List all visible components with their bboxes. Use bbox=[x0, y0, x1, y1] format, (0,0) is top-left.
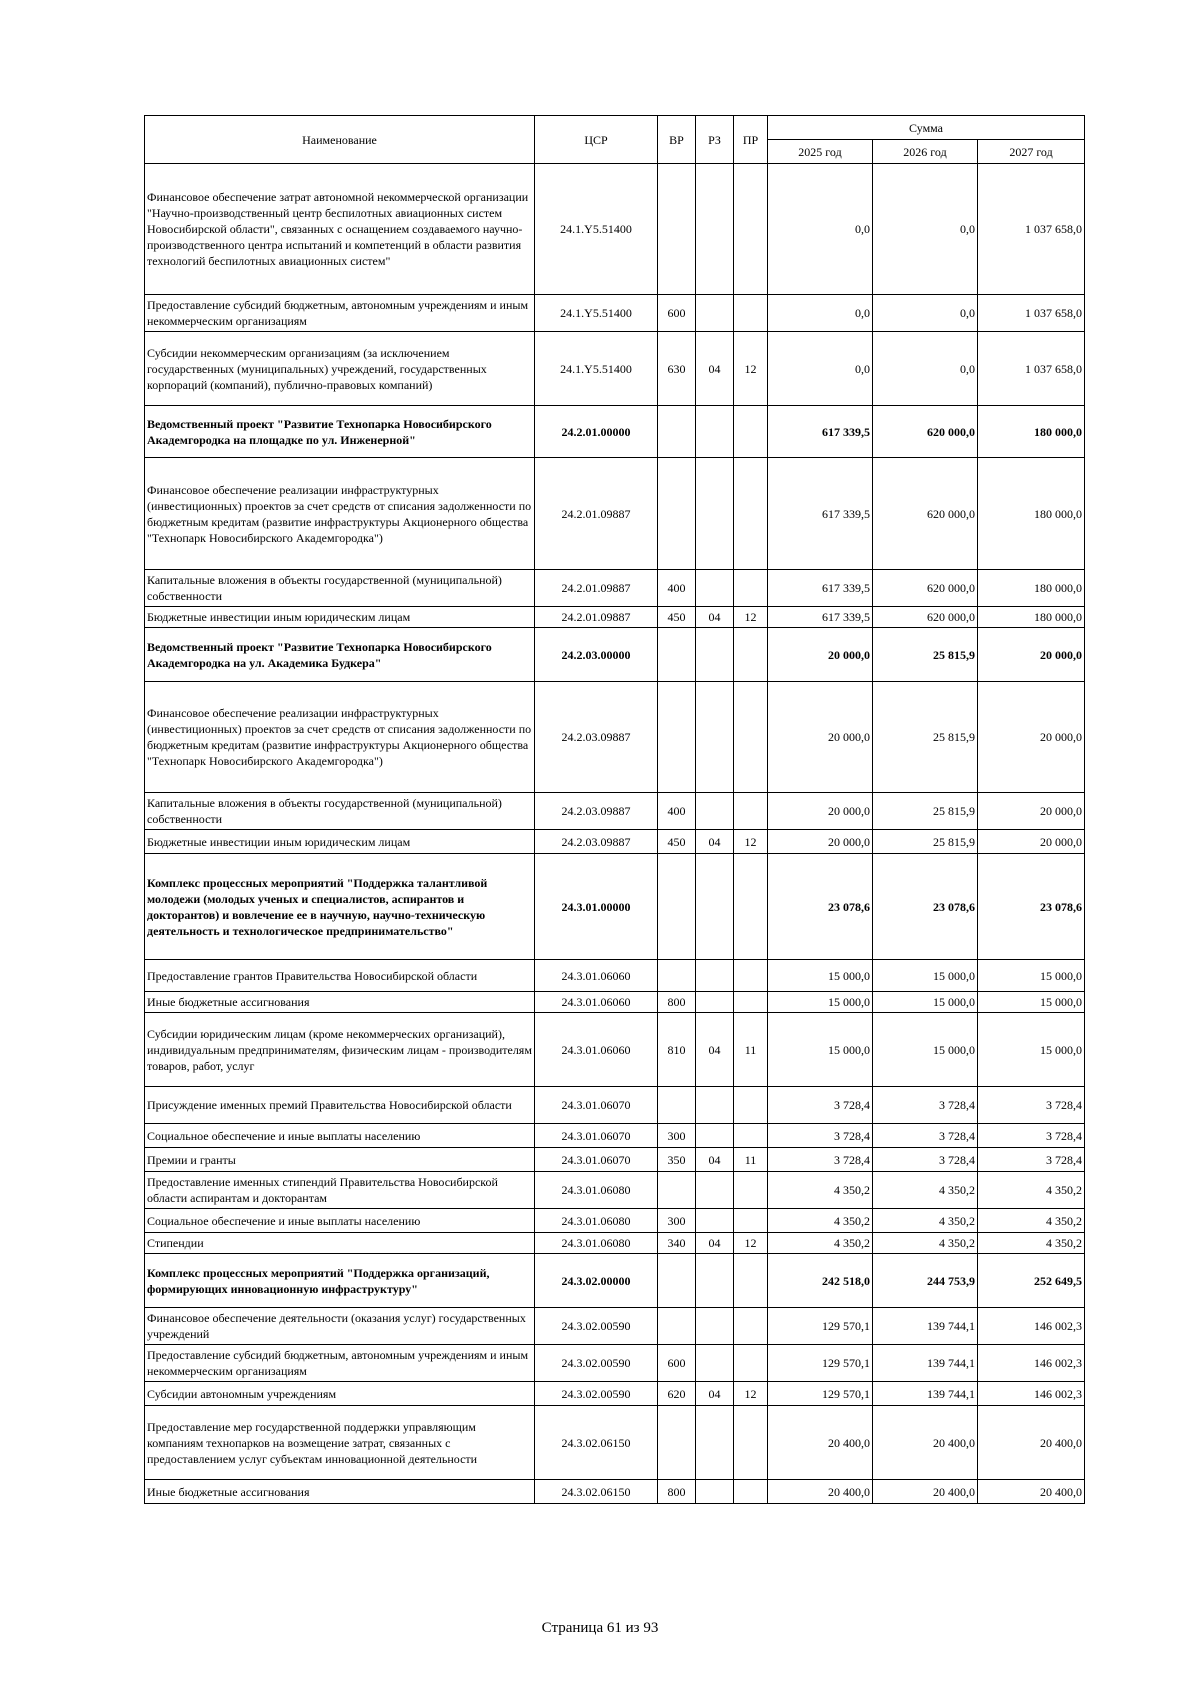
cell-2027: 3 728,4 bbox=[978, 1124, 1085, 1148]
cell-csr: 24.3.02.00590 bbox=[535, 1345, 658, 1382]
cell-vr: 450 bbox=[658, 607, 696, 628]
cell-2027: 3 728,4 bbox=[978, 1087, 1085, 1124]
cell-name: Комплекс процессных мероприятий "Поддержка талантливой молодежи (молодых ученых и специалистов, аспирантов и докторантов) и вовлечение ее в научную, научно-техническую деятельность и технологическое предпринимательство" bbox=[145, 854, 535, 960]
cell-pr bbox=[734, 960, 768, 992]
cell-name: Стипендии bbox=[145, 1233, 535, 1254]
table-row bbox=[145, 793, 1085, 830]
cell-2027: 1 037 658,0 bbox=[978, 332, 1085, 406]
cell-2025: 617 339,5 bbox=[768, 607, 873, 628]
cell-2027: 15 000,0 bbox=[978, 960, 1085, 992]
cell-2025: 129 570,1 bbox=[768, 1308, 873, 1345]
cell-pr: 11 bbox=[734, 1013, 768, 1087]
budget-table bbox=[144, 115, 1085, 1504]
cell-name: Финансовое обеспечение затрат автономной некоммерческой организации "Научно-производственный центр беспилотных авиационных систем Новосибирской области", связанных с оснащением создаваемого научно-производственного центра испытаний и компетенций в области развития технологий беспилотных авиационных систем" bbox=[145, 164, 535, 295]
cell-csr: 24.2.03.09887 bbox=[535, 793, 658, 830]
cell-2025: 3 728,4 bbox=[768, 1148, 873, 1172]
cell-csr: 24.3.02.06150 bbox=[535, 1406, 658, 1480]
cell-rz bbox=[696, 793, 734, 830]
cell-2025: 3 728,4 bbox=[768, 1087, 873, 1124]
cell-2027: 3 728,4 bbox=[978, 1148, 1085, 1172]
cell-2025: 617 339,5 bbox=[768, 406, 873, 458]
table-row bbox=[145, 628, 1085, 682]
cell-vr: 800 bbox=[658, 1480, 696, 1504]
cell-csr: 24.2.01.09887 bbox=[535, 458, 658, 570]
cell-2025: 129 570,1 bbox=[768, 1345, 873, 1382]
table-row bbox=[145, 1209, 1085, 1233]
cell-pr bbox=[734, 1480, 768, 1504]
cell-rz bbox=[696, 458, 734, 570]
cell-2027: 15 000,0 bbox=[978, 992, 1085, 1013]
cell-2025: 20 000,0 bbox=[768, 628, 873, 682]
table-row bbox=[145, 1382, 1085, 1406]
cell-pr bbox=[734, 406, 768, 458]
cell-pr bbox=[734, 1406, 768, 1480]
table-row bbox=[145, 854, 1085, 960]
cell-pr bbox=[734, 1172, 768, 1209]
cell-csr: 24.1.Y5.51400 bbox=[535, 164, 658, 295]
cell-2027: 180 000,0 bbox=[978, 570, 1085, 607]
cell-csr: 24.3.01.06080 bbox=[535, 1233, 658, 1254]
cell-csr: 24.2.03.09887 bbox=[535, 682, 658, 793]
cell-rz bbox=[696, 682, 734, 793]
cell-vr bbox=[658, 164, 696, 295]
cell-name: Иные бюджетные ассигнования bbox=[145, 1480, 535, 1504]
table-row bbox=[145, 992, 1085, 1013]
cell-2026: 3 728,4 bbox=[873, 1087, 978, 1124]
cell-rz: 04 bbox=[696, 1013, 734, 1087]
cell-csr: 24.3.01.06070 bbox=[535, 1124, 658, 1148]
cell-vr: 400 bbox=[658, 793, 696, 830]
cell-name: Субсидии некоммерческим организациям (за исключением государственных (муниципальных) учреждений, государственных корпораций (компаний), публично-правовых компаний) bbox=[145, 332, 535, 406]
cell-pr bbox=[734, 1254, 768, 1308]
cell-2026: 139 744,1 bbox=[873, 1308, 978, 1345]
cell-csr: 24.2.01.09887 bbox=[535, 607, 658, 628]
cell-name: Предоставление субсидий бюджетным, автономным учреждениям и иным некоммерческим организациям bbox=[145, 1345, 535, 1382]
cell-2027: 4 350,2 bbox=[978, 1172, 1085, 1209]
cell-2026: 3 728,4 bbox=[873, 1148, 978, 1172]
cell-csr: 24.3.01.06080 bbox=[535, 1209, 658, 1233]
cell-vr bbox=[658, 458, 696, 570]
cell-2025: 15 000,0 bbox=[768, 960, 873, 992]
table-row bbox=[145, 682, 1085, 793]
cell-2027: 252 649,5 bbox=[978, 1254, 1085, 1308]
cell-2025: 242 518,0 bbox=[768, 1254, 873, 1308]
cell-pr bbox=[734, 458, 768, 570]
table-row bbox=[145, 1148, 1085, 1172]
cell-2025: 129 570,1 bbox=[768, 1382, 873, 1406]
header-year-2027: 2027 год bbox=[978, 140, 1085, 164]
cell-csr: 24.3.02.06150 bbox=[535, 1480, 658, 1504]
cell-2025: 617 339,5 bbox=[768, 570, 873, 607]
cell-vr bbox=[658, 628, 696, 682]
cell-pr bbox=[734, 1209, 768, 1233]
cell-2026: 4 350,2 bbox=[873, 1209, 978, 1233]
cell-vr: 300 bbox=[658, 1209, 696, 1233]
table-row bbox=[145, 1406, 1085, 1480]
cell-name: Финансовое обеспечение реализации инфраструктурных (инвестиционных) проектов за счет средств от списания задолженности по бюджетным кредитам (развитие инфраструктуры Акционерного общества "Технопарк Новосибирского Академгородка") bbox=[145, 458, 535, 570]
cell-csr: 24.3.01.06060 bbox=[535, 992, 658, 1013]
cell-2026: 0,0 bbox=[873, 164, 978, 295]
header-pr: ПР bbox=[734, 116, 768, 164]
table-row bbox=[145, 1308, 1085, 1345]
cell-pr bbox=[734, 1124, 768, 1148]
cell-name: Капитальные вложения в объекты государственной (муниципальной) собственности bbox=[145, 793, 535, 830]
cell-2025: 4 350,2 bbox=[768, 1233, 873, 1254]
cell-2026: 25 815,9 bbox=[873, 628, 978, 682]
cell-2027: 15 000,0 bbox=[978, 1013, 1085, 1087]
table-row bbox=[145, 406, 1085, 458]
cell-2026: 139 744,1 bbox=[873, 1382, 978, 1406]
cell-pr: 12 bbox=[734, 1233, 768, 1254]
header-csr: ЦСР bbox=[535, 116, 658, 164]
cell-2025: 20 000,0 bbox=[768, 793, 873, 830]
cell-2027: 20 000,0 bbox=[978, 830, 1085, 854]
table-row bbox=[145, 607, 1085, 628]
cell-vr: 300 bbox=[658, 1124, 696, 1148]
cell-csr: 24.2.01.00000 bbox=[535, 406, 658, 458]
cell-csr: 24.3.02.00590 bbox=[535, 1382, 658, 1406]
cell-csr: 24.1.Y5.51400 bbox=[535, 295, 658, 332]
cell-2026: 20 400,0 bbox=[873, 1480, 978, 1504]
cell-pr bbox=[734, 1087, 768, 1124]
cell-csr: 24.3.02.00000 bbox=[535, 1254, 658, 1308]
cell-vr: 350 bbox=[658, 1148, 696, 1172]
cell-2025: 20 000,0 bbox=[768, 830, 873, 854]
cell-csr: 24.3.01.00000 bbox=[535, 854, 658, 960]
cell-name: Социальное обеспечение и иные выплаты населению bbox=[145, 1209, 535, 1233]
cell-csr: 24.3.02.00590 bbox=[535, 1308, 658, 1345]
cell-2025: 0,0 bbox=[768, 332, 873, 406]
cell-2026: 23 078,6 bbox=[873, 854, 978, 960]
table-row bbox=[145, 1087, 1085, 1124]
cell-csr: 24.3.01.06060 bbox=[535, 1013, 658, 1087]
cell-name: Бюджетные инвестиции иным юридическим лицам bbox=[145, 830, 535, 854]
cell-rz bbox=[696, 570, 734, 607]
cell-csr: 24.2.01.09887 bbox=[535, 570, 658, 607]
cell-2026: 15 000,0 bbox=[873, 960, 978, 992]
cell-vr bbox=[658, 1406, 696, 1480]
cell-2027: 23 078,6 bbox=[978, 854, 1085, 960]
header-year-2025: 2025 год bbox=[768, 140, 873, 164]
cell-name: Предоставление субсидий бюджетным, автономным учреждениям и иным некоммерческим организациям bbox=[145, 295, 535, 332]
table-row bbox=[145, 1254, 1085, 1308]
cell-2026: 4 350,2 bbox=[873, 1233, 978, 1254]
cell-pr bbox=[734, 164, 768, 295]
cell-2026: 244 753,9 bbox=[873, 1254, 978, 1308]
cell-vr: 600 bbox=[658, 1345, 696, 1382]
cell-name: Финансовое обеспечение деятельности (оказания услуг) государственных учреждений bbox=[145, 1308, 535, 1345]
table-row bbox=[145, 1013, 1085, 1087]
cell-2027: 1 037 658,0 bbox=[978, 164, 1085, 295]
cell-vr: 630 bbox=[658, 332, 696, 406]
cell-2025: 15 000,0 bbox=[768, 992, 873, 1013]
table-row bbox=[145, 570, 1085, 607]
table-row bbox=[145, 1233, 1085, 1254]
cell-name: Ведомственный проект "Развитие Технопарка Новосибирского Академгородка на площадке по ул. Инженерной" bbox=[145, 406, 535, 458]
cell-pr bbox=[734, 854, 768, 960]
header-vr: ВР bbox=[658, 116, 696, 164]
cell-2027: 4 350,2 bbox=[978, 1233, 1085, 1254]
table-row bbox=[145, 332, 1085, 406]
table-header bbox=[145, 116, 1085, 164]
cell-name: Социальное обеспечение и иные выплаты населению bbox=[145, 1124, 535, 1148]
cell-name: Ведомственный проект "Развитие Технопарка Новосибирского Академгородка на ул. Академика Будкера" bbox=[145, 628, 535, 682]
cell-name: Премии и гранты bbox=[145, 1148, 535, 1172]
cell-rz bbox=[696, 1254, 734, 1308]
table-row bbox=[145, 960, 1085, 992]
cell-2025: 15 000,0 bbox=[768, 1013, 873, 1087]
cell-2025: 0,0 bbox=[768, 164, 873, 295]
cell-2026: 15 000,0 bbox=[873, 992, 978, 1013]
cell-2027: 4 350,2 bbox=[978, 1209, 1085, 1233]
cell-name: Предоставление мер государственной поддержки управляющим компаниям технопарков на возмещение затрат, связанных с предоставлением услуг субъектам инновационной деятельности bbox=[145, 1406, 535, 1480]
cell-rz bbox=[696, 1308, 734, 1345]
cell-name: Субсидии автономным учреждениям bbox=[145, 1382, 535, 1406]
cell-2027: 20 000,0 bbox=[978, 682, 1085, 793]
cell-csr: 24.3.01.06060 bbox=[535, 960, 658, 992]
cell-vr: 400 bbox=[658, 570, 696, 607]
cell-2026: 15 000,0 bbox=[873, 1013, 978, 1087]
cell-2027: 180 000,0 bbox=[978, 458, 1085, 570]
cell-rz bbox=[696, 164, 734, 295]
cell-pr bbox=[734, 570, 768, 607]
cell-2027: 180 000,0 bbox=[978, 406, 1085, 458]
cell-rz bbox=[696, 1124, 734, 1148]
cell-rz bbox=[696, 1172, 734, 1209]
cell-vr: 810 bbox=[658, 1013, 696, 1087]
cell-2026: 3 728,4 bbox=[873, 1124, 978, 1148]
cell-rz bbox=[696, 1209, 734, 1233]
header-rz: РЗ bbox=[696, 116, 734, 164]
cell-name: Предоставление именных стипендий Правительства Новосибирской области аспирантам и докторантам bbox=[145, 1172, 535, 1209]
cell-rz bbox=[696, 1480, 734, 1504]
cell-vr bbox=[658, 1254, 696, 1308]
cell-2026: 25 815,9 bbox=[873, 682, 978, 793]
cell-2026: 0,0 bbox=[873, 332, 978, 406]
cell-vr bbox=[658, 406, 696, 458]
cell-name: Иные бюджетные ассигнования bbox=[145, 992, 535, 1013]
cell-vr: 600 bbox=[658, 295, 696, 332]
cell-pr bbox=[734, 992, 768, 1013]
header-sum: Сумма bbox=[768, 116, 1085, 140]
page-number: Страница 61 из 93 bbox=[541, 1620, 659, 1636]
cell-name: Капитальные вложения в объекты государственной (муниципальной) собственности bbox=[145, 570, 535, 607]
cell-vr bbox=[658, 960, 696, 992]
cell-vr bbox=[658, 1087, 696, 1124]
cell-2025: 3 728,4 bbox=[768, 1124, 873, 1148]
cell-2026: 620 000,0 bbox=[873, 458, 978, 570]
cell-2027: 20 000,0 bbox=[978, 793, 1085, 830]
cell-pr bbox=[734, 295, 768, 332]
cell-vr: 450 bbox=[658, 830, 696, 854]
cell-vr bbox=[658, 1308, 696, 1345]
table-row bbox=[145, 1172, 1085, 1209]
table-body bbox=[145, 164, 1085, 1504]
cell-2025: 20 400,0 bbox=[768, 1406, 873, 1480]
cell-csr: 24.1.Y5.51400 bbox=[535, 332, 658, 406]
cell-2026: 20 400,0 bbox=[873, 1406, 978, 1480]
cell-pr bbox=[734, 1308, 768, 1345]
cell-2027: 146 002,3 bbox=[978, 1308, 1085, 1345]
cell-csr: 24.2.03.09887 bbox=[535, 830, 658, 854]
cell-vr: 800 bbox=[658, 992, 696, 1013]
header-year-2026: 2026 год bbox=[873, 140, 978, 164]
cell-name: Бюджетные инвестиции иным юридическим лицам bbox=[145, 607, 535, 628]
cell-2026: 25 815,9 bbox=[873, 830, 978, 854]
cell-rz bbox=[696, 1406, 734, 1480]
cell-pr bbox=[734, 682, 768, 793]
cell-2027: 180 000,0 bbox=[978, 607, 1085, 628]
header-name: Наименование bbox=[145, 116, 535, 164]
cell-pr: 12 bbox=[734, 830, 768, 854]
cell-2026: 4 350,2 bbox=[873, 1172, 978, 1209]
cell-pr: 11 bbox=[734, 1148, 768, 1172]
cell-rz: 04 bbox=[696, 332, 734, 406]
cell-2027: 146 002,3 bbox=[978, 1345, 1085, 1382]
table-row bbox=[145, 1480, 1085, 1504]
cell-2025: 20 400,0 bbox=[768, 1480, 873, 1504]
cell-2027: 146 002,3 bbox=[978, 1382, 1085, 1406]
cell-rz: 04 bbox=[696, 607, 734, 628]
cell-2025: 0,0 bbox=[768, 295, 873, 332]
cell-2026: 620 000,0 bbox=[873, 406, 978, 458]
cell-name: Субсидии юридическим лицам (кроме некоммерческих организаций), индивидуальным предпринимателям, физическим лицам - производителям товаров, работ, услуг bbox=[145, 1013, 535, 1087]
cell-rz bbox=[696, 992, 734, 1013]
cell-name: Предоставление грантов Правительства Новосибирской области bbox=[145, 960, 535, 992]
cell-2027: 20 000,0 bbox=[978, 628, 1085, 682]
table-row bbox=[145, 1345, 1085, 1382]
cell-rz bbox=[696, 406, 734, 458]
cell-pr: 12 bbox=[734, 1382, 768, 1406]
cell-2027: 1 037 658,0 bbox=[978, 295, 1085, 332]
cell-pr: 12 bbox=[734, 332, 768, 406]
cell-vr bbox=[658, 682, 696, 793]
cell-vr bbox=[658, 854, 696, 960]
cell-csr: 24.3.01.06080 bbox=[535, 1172, 658, 1209]
cell-pr bbox=[734, 1345, 768, 1382]
table-row bbox=[145, 1124, 1085, 1148]
cell-2025: 23 078,6 bbox=[768, 854, 873, 960]
cell-2025: 617 339,5 bbox=[768, 458, 873, 570]
cell-rz: 04 bbox=[696, 1382, 734, 1406]
cell-rz bbox=[696, 1087, 734, 1124]
cell-name: Комплекс процессных мероприятий "Поддержка организаций, формирующих инновационную инфраструктуру" bbox=[145, 1254, 535, 1308]
cell-rz bbox=[696, 1345, 734, 1382]
cell-2026: 620 000,0 bbox=[873, 607, 978, 628]
cell-2026: 0,0 bbox=[873, 295, 978, 332]
cell-2025: 20 000,0 bbox=[768, 682, 873, 793]
cell-vr bbox=[658, 1172, 696, 1209]
cell-rz bbox=[696, 960, 734, 992]
cell-pr bbox=[734, 628, 768, 682]
cell-rz bbox=[696, 854, 734, 960]
cell-csr: 24.2.03.00000 bbox=[535, 628, 658, 682]
cell-pr: 12 bbox=[734, 607, 768, 628]
table-row bbox=[145, 295, 1085, 332]
cell-csr: 24.3.01.06070 bbox=[535, 1148, 658, 1172]
cell-2027: 20 400,0 bbox=[978, 1406, 1085, 1480]
cell-2025: 4 350,2 bbox=[768, 1172, 873, 1209]
cell-rz bbox=[696, 628, 734, 682]
cell-name: Финансовое обеспечение реализации инфраструктурных (инвестиционных) проектов за счет средств от списания задолженности по бюджетным кредитам (развитие инфраструктуры Акционерного общества "Технопарк Новосибирского Академгородка") bbox=[145, 682, 535, 793]
cell-rz: 04 bbox=[696, 830, 734, 854]
cell-2026: 620 000,0 bbox=[873, 570, 978, 607]
cell-rz bbox=[696, 295, 734, 332]
cell-rz: 04 bbox=[696, 1148, 734, 1172]
cell-pr bbox=[734, 793, 768, 830]
table-row bbox=[145, 830, 1085, 854]
cell-csr: 24.3.01.06070 bbox=[535, 1087, 658, 1124]
table-row bbox=[145, 458, 1085, 570]
cell-name: Присуждение именных премий Правительства Новосибирской области bbox=[145, 1087, 535, 1124]
cell-2026: 139 744,1 bbox=[873, 1345, 978, 1382]
cell-vr: 340 bbox=[658, 1233, 696, 1254]
cell-2027: 20 400,0 bbox=[978, 1480, 1085, 1504]
cell-vr: 620 bbox=[658, 1382, 696, 1406]
cell-rz: 04 bbox=[696, 1233, 734, 1254]
table-row bbox=[145, 164, 1085, 295]
cell-2025: 4 350,2 bbox=[768, 1209, 873, 1233]
cell-2026: 25 815,9 bbox=[873, 793, 978, 830]
